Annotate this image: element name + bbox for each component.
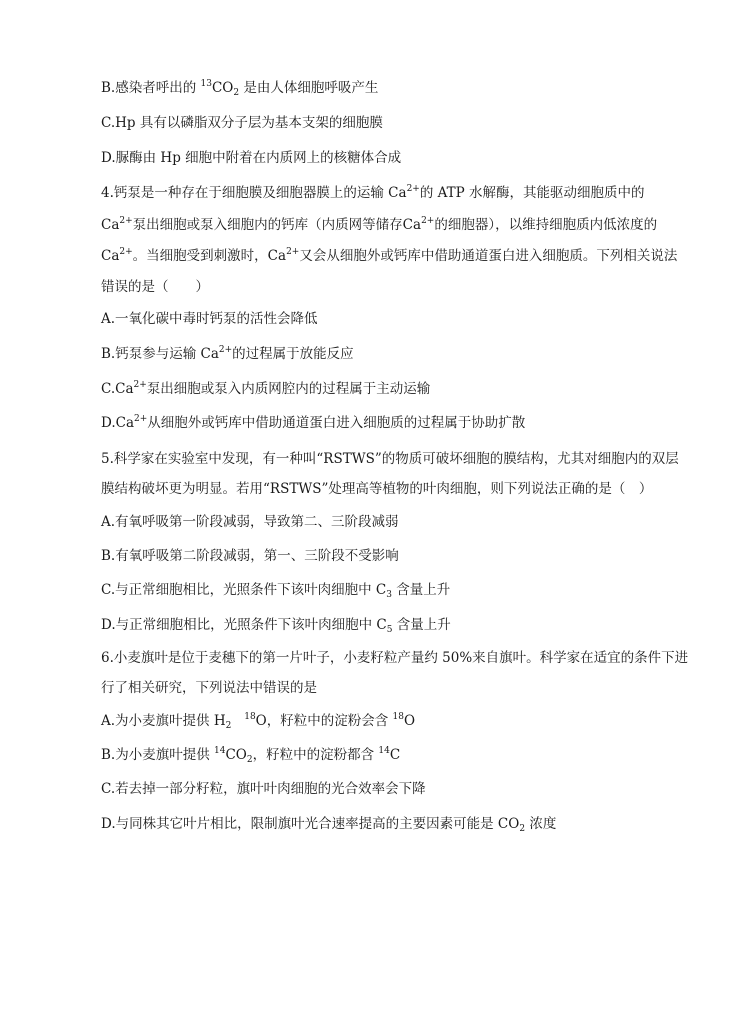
superscript: 2+ bbox=[133, 380, 147, 390]
text: Ca bbox=[101, 248, 120, 264]
subscript: 2 bbox=[225, 721, 232, 731]
superscript: 2+ bbox=[134, 414, 148, 424]
q4-stem-line2 bbox=[101, 215, 657, 235]
q4-option-d bbox=[101, 413, 525, 433]
text: D.Ca bbox=[101, 415, 135, 431]
q6-option-d bbox=[101, 814, 556, 834]
q5-option-d bbox=[101, 615, 451, 635]
q5-option-c bbox=[101, 580, 450, 600]
text: B.感染者呼出的 bbox=[101, 80, 201, 96]
text: CO bbox=[225, 747, 247, 763]
subscript: 2 bbox=[233, 88, 240, 98]
text: D.与正常细胞相比，光照条件下该叶肉细胞中 C bbox=[101, 617, 387, 633]
text: B.为小麦旗叶提供 bbox=[101, 747, 215, 763]
superscript: 2+ bbox=[286, 247, 300, 257]
text: C bbox=[389, 747, 401, 763]
q4-stem-line4: 错误的是（ ） bbox=[101, 279, 209, 295]
subscript: 2 bbox=[246, 755, 253, 765]
text: 的过程属于放能反应 bbox=[232, 346, 354, 362]
text: CO bbox=[211, 80, 234, 96]
text: 的 ATP 水解酶，其能驱动细胞质中的 bbox=[419, 185, 645, 201]
text: C.与正常细胞相比，光照条件下该叶肉细胞中 C bbox=[101, 582, 387, 598]
text: 又会从细胞外或钙库中借助通道蛋白进入细胞质。下列相关说法 bbox=[299, 248, 678, 264]
text: 。当细胞受到刺激时，Ca bbox=[132, 248, 287, 264]
superscript: 2+ bbox=[119, 216, 133, 226]
text: O bbox=[403, 713, 416, 729]
subscript: 3 bbox=[386, 590, 392, 600]
q5-stem-line2: 膜结构破坏更为明显。若用“RSTWS”处理高等植物的叶肉细胞，则下列说法正确的是（ ） bbox=[101, 481, 653, 497]
q3-option-c: C.Hp 具有以磷脂双分子层为基本支架的细胞膜 bbox=[101, 115, 383, 131]
q4-option-b bbox=[101, 344, 354, 364]
superscript: 2+ bbox=[218, 345, 233, 355]
subscript: 5 bbox=[386, 625, 393, 635]
subscript: 2 bbox=[519, 824, 526, 834]
superscript: 2+ bbox=[421, 216, 435, 226]
text: Ca bbox=[101, 217, 120, 233]
text: 泵出细胞或泵入内质网腔内的过程属于主动运输 bbox=[146, 381, 431, 397]
text: 4.钙泵是一种存在于细胞膜及细胞器膜上的运输 Ca bbox=[101, 185, 407, 201]
q3-option-b bbox=[101, 78, 378, 98]
superscript: 2+ bbox=[406, 184, 420, 194]
q3-option-d: D.脲酶由 Hp 细胞中附着在内质网上的核糖体合成 bbox=[101, 150, 402, 166]
q6-option-b bbox=[101, 745, 400, 765]
superscript: 13 bbox=[200, 79, 212, 89]
superscript: 18 bbox=[392, 712, 404, 722]
q5-option-b: B.有氧呼吸第二阶段减弱，第一、三阶段不受影响 bbox=[101, 548, 399, 564]
spacer bbox=[231, 713, 244, 729]
q4-option-a: A.一氧化碳中毒时钙泵的活性会降低 bbox=[101, 311, 318, 327]
text: C.Ca bbox=[101, 381, 134, 397]
q4-option-c bbox=[101, 379, 430, 399]
text: ，籽粒中的淀粉都含 bbox=[252, 747, 379, 763]
superscript: 18 bbox=[244, 712, 256, 722]
text: 含量上升 bbox=[392, 582, 451, 598]
q6-stem-line2: 行了相关研究，下列说法中错误的是 bbox=[101, 680, 317, 696]
superscript: 14 bbox=[378, 746, 390, 756]
q4-stem-line1 bbox=[101, 183, 645, 203]
superscript: 2+ bbox=[119, 247, 133, 257]
text: O，籽粒中的淀粉会含 bbox=[255, 713, 393, 729]
q5-stem-line1: 5.科学家在实验室中发现，有一种叫“RSTWS”的物质可破坏细胞的膜结构，尤其对细胞内的双层 bbox=[101, 451, 679, 467]
text: B.钙泵参与运输 Ca bbox=[101, 346, 219, 362]
text: 泵出细胞或泵入细胞内的钙库（内质网等储存Ca bbox=[132, 217, 422, 233]
q6-stem-line1: 6.小麦旗叶是位于麦穗下的第一片叶子，小麦籽粒产量约 50%来自旗叶。科学家在适宜的条件下进 bbox=[101, 650, 689, 666]
text: D.与同株其它叶片相比，限制旗叶光合速率提高的主要因素可能是 CO bbox=[101, 816, 520, 832]
text: 是由人体细胞呼吸产生 bbox=[239, 80, 379, 96]
superscript: 14 bbox=[214, 746, 226, 756]
q6-option-a bbox=[101, 711, 415, 731]
text: 含量上升 bbox=[392, 617, 451, 633]
q6-option-c: C.若去掉一部分籽粒，旗叶叶肉细胞的光合效率会下降 bbox=[101, 781, 426, 797]
text: 浓度 bbox=[525, 816, 557, 832]
q5-option-a: A.有氧呼吸第一阶段减弱，导致第二、三阶段减弱 bbox=[101, 514, 399, 530]
text: 从细胞外或钙库中借助通道蛋白进入细胞质的过程属于协助扩散 bbox=[147, 415, 526, 431]
text: 的细胞器），以维持细胞质内低浓度的 bbox=[434, 217, 658, 233]
q4-stem-line3 bbox=[101, 246, 677, 266]
text: A.为小麦旗叶提供 H bbox=[101, 713, 226, 729]
